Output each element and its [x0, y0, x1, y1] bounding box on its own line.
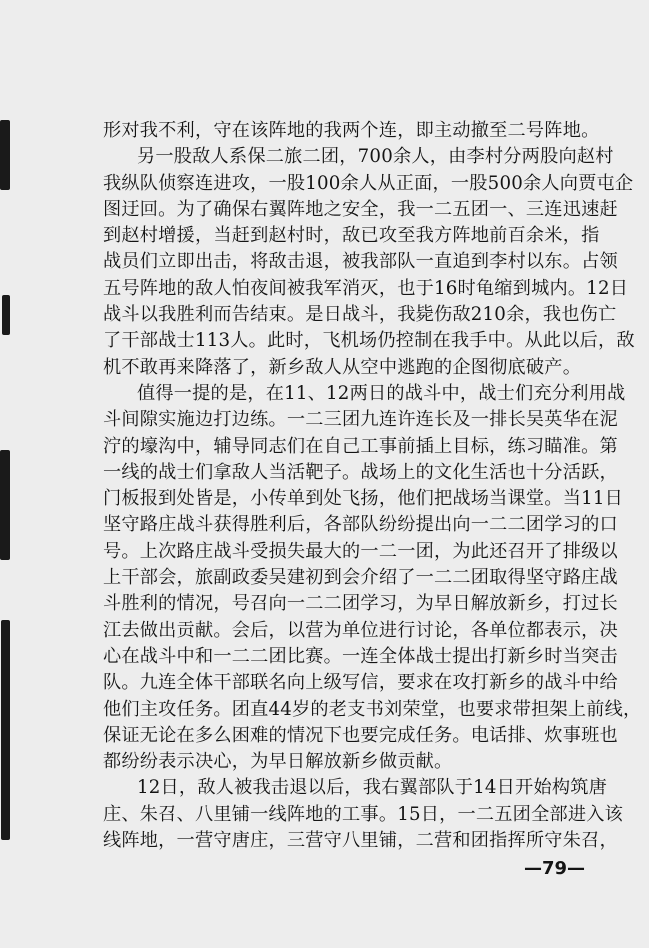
- text-line: 斗间隙实施边打边练。一二三团九连许连长及一排长吴英华在泥: [103, 409, 618, 431]
- binding-shadow-mark: [1, 620, 10, 840]
- text-line: 形对我不利，守在该阵地的我两个连，即主动撤至二号阵地。: [103, 120, 600, 141]
- text-line: 五号阵地的敌人怕夜间被我军消灭，也于16时龟缩到城内。12日: [103, 277, 629, 299]
- body-text: [103, 118, 642, 854]
- text-line: 保证无论在多么困难的情况下也要完成任务。电话排、炊事班也: [103, 724, 618, 746]
- text-line: 图迂回。为了确保右翼阵地之安全，我一二五团一、三连迅速赶: [103, 198, 618, 220]
- text-line: 战斗以我胜利而告结束。是日战斗，我毙伤敌210余，我也伤亡: [103, 304, 617, 326]
- text-line: 斗胜利的情况，号召向一二二团学习，为早日解放新乡，打过长: [103, 593, 618, 615]
- scan-binding-edge: [0, 120, 12, 900]
- text-line: 了干部战士113人。此时，飞机场仍控制在我手中。从此以后，敌: [103, 330, 635, 352]
- binding-shadow-mark: [0, 120, 10, 190]
- text-line: 门板报到处皆是，小传单到处飞扬，他们把战场当课堂。当11日: [103, 488, 624, 510]
- text-line: 战员们立即出击，将敌击退，被我部队一直追到李村以东。占领: [103, 251, 618, 273]
- text-line: 12日，敌人被我击退以后，我右翼部队于14日开始构筑唐: [137, 777, 607, 799]
- text-line: 上干部会，旅副政委吴建初到会介绍了一二二团取得坚守路庄战: [103, 567, 618, 589]
- text-line: 值得一提的是，在11、12两日的战斗中，战士们充分利用战: [137, 382, 626, 404]
- text-line: 他们主攻任务。团直44岁的老支书刘荣堂，也要求带担架上前线，: [103, 698, 642, 720]
- text-line: 泞的壕沟中，辅导同志们在自己工事前插上目标，练习瞄准。第: [103, 435, 618, 457]
- binding-shadow-mark: [0, 450, 10, 560]
- text-line: 心在战斗中和一二二团比赛。一连全体战士提出打新乡时当突击: [103, 645, 618, 667]
- text-line: 到赵村增援，当赶到赵村时，敌已攻至我方阵地前百余米，指: [103, 225, 600, 247]
- text-line: 号。上次路庄战斗受损失最大的一二一团，为此还召开了排级以: [103, 540, 618, 562]
- text-line: 我纵队侦察连进攻，一股100余人从正面，一股500余人向贾屯企: [103, 172, 634, 194]
- text-line: 都纷纷表示决心，为早日解放新乡做贡献。: [103, 751, 453, 773]
- page-number: —79—: [523, 858, 585, 879]
- text-line: 江去做出贡献。会后，以营为单位进行讨论，各单位都表示，决: [103, 619, 618, 641]
- text-line: 另一股敌人系保二旅二团，700余人，由李村分两股向赵村: [137, 146, 614, 168]
- text-line: 一线的战士们拿敌人当活靶子。战场上的文化生活也十分活跃，: [103, 461, 618, 483]
- text-line: 队。九连全体干部联名向上级写信，要求在攻打新乡的战斗中给: [103, 672, 618, 694]
- text-line: 机不敢再来降落了，新乡敌人从空中逃跑的企图彻底破产。: [103, 356, 582, 378]
- text-line: 坚守路庄战斗获得胜利后，各部队纷纷提出向一二二团学习的口: [103, 514, 618, 536]
- text-line: 庄、朱召、八里铺一线阵地的工事。15日，一二五团全部进入该: [103, 803, 624, 825]
- text-line: 线阵地，一营守唐庄，三营守八里铺，二营和团指挥所守朱召，: [103, 830, 618, 852]
- binding-shadow-mark: [2, 295, 10, 335]
